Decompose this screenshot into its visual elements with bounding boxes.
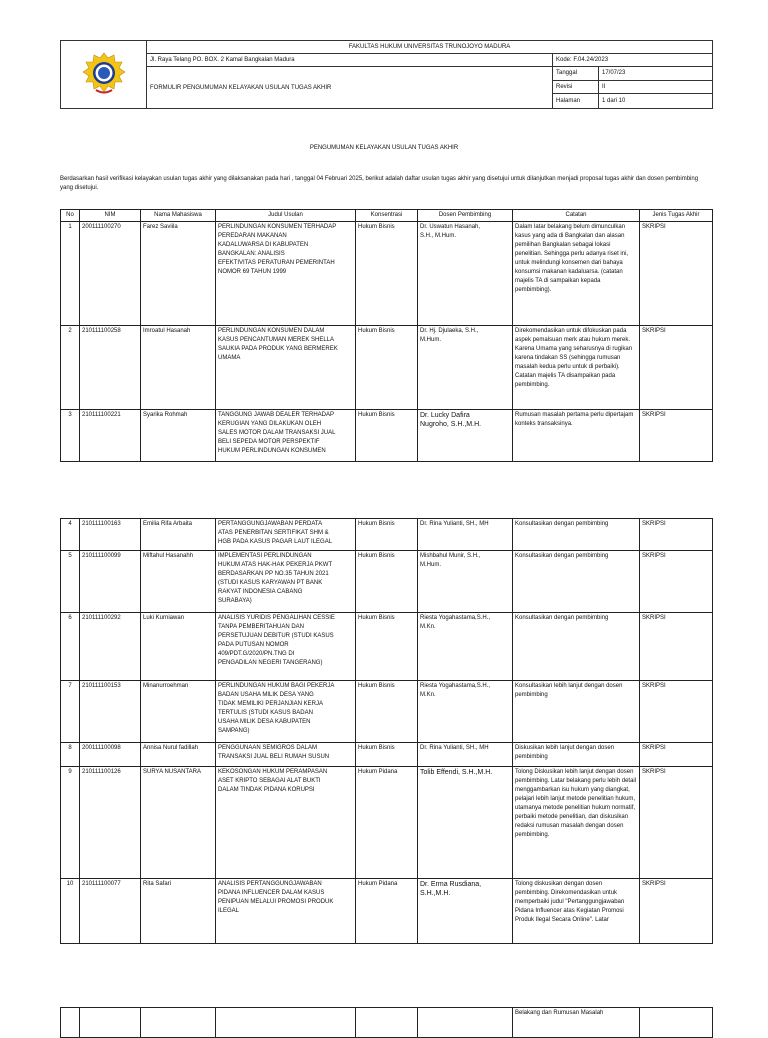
table-row: [61, 1008, 713, 1038]
cell-judul: KEKOSONGAN HUKUM PERAMPASAN ASET KRIPTO SEBAGAI ALAT BUKTI DALAM TINDAK PIDANA KORUPSI: [216, 767, 356, 879]
cell-jenis: [640, 1008, 713, 1038]
column-header: Catatan: [513, 210, 640, 222]
column-header: Konsentrasi: [356, 210, 418, 222]
results-table-part-3: [60, 1007, 713, 1038]
cell-no: 1: [61, 222, 80, 326]
cell-dosen: Dr. Rina Yulianti, SH., MH: [418, 519, 513, 551]
table-row: [61, 767, 713, 879]
cell-nama: Syarika Rohmah: [141, 410, 216, 462]
cell-dosen: Dr. Erma Rusdiana, S.H.,M.H.: [418, 879, 513, 944]
cell-jenis: SKRIPSI: [640, 767, 713, 879]
revision-value: II: [599, 80, 713, 94]
cell-jenis: SKRIPSI: [640, 410, 713, 462]
cell-nim: 200111100098: [80, 743, 141, 767]
cell-konsentrasi: Hukum Bisnis: [356, 613, 418, 681]
cell-nim: 210111100221: [80, 410, 141, 462]
cell-dosen: Dr. Hj. Djulaeka, S.H., M.Hum.: [418, 326, 513, 410]
cell-catatan: Direkomendasikan untuk difokuskan pada aspek pemalsuan merk atau hukum merek. Karena Umama yang seharusnya di rugikan karena tindakan SS (sehingga rumusan masalah kedua perlu untuk di perbaiki). Catatan majelis TA disampaikan pada pembimbing.: [513, 326, 640, 410]
cell-jenis: SKRIPSI: [640, 326, 713, 410]
table-row: [61, 410, 713, 462]
table-header-row: [61, 210, 713, 222]
cell-judul: [216, 1008, 356, 1038]
date-label: Tanggal: [553, 67, 599, 81]
announcement-intro: Berdasarkan hasil verifikasi kelayakan usulan tugas akhir yang dilaksanakan pada hari , tanggal 04 Februari 2025, berikut adalah daftar usulan tugas akhir yang disetujui untuk dilanjutkan menjadi proposal tugas akhir dan dosen pembimbing yang disetujui.: [60, 176, 699, 191]
column-header: Jenis Tugas Akhir: [640, 210, 713, 222]
cell-dosen: Dr. Lucky Dafira Nugroho, S.H.,M.H.: [418, 410, 513, 462]
cell-no: 4: [61, 519, 80, 551]
cell-nim: 210111100126: [80, 767, 141, 879]
page-label: Halaman: [553, 94, 599, 109]
cell-jenis: SKRIPSI: [640, 681, 713, 743]
cell-jenis: SKRIPSI: [640, 613, 713, 681]
column-header: Dosen Pembimbing: [418, 210, 513, 222]
cell-catatan: Konsultasikan dengan pembimbing: [513, 519, 640, 551]
cell-judul: PERLINDUNGAN KONSUMEN DALAM KASUS PENCANTUMAN MEREK SHELLA SAUKIA PADA PRODUK YANG BERMEREK UMAMA: [216, 326, 356, 410]
cell-judul: ANALISIS YURIDIS PENGALIHAN CESSIE TANPA PEMBERITAHUAN DAN PERSETUJUAN DEBITUR (STUDI KASUS PADA PUTUSAN NOMOR 409/PDT.G/2020/PN.TNG DI PENGADILAN NEGERI TANGERANG): [216, 613, 356, 681]
table-row: [61, 879, 713, 944]
announcement-title: PENGUMUMAN KELAYAKAN USULAN TUGAS AKHIR: [309, 145, 459, 151]
cell-nim: 200111100270: [80, 222, 141, 326]
cell-judul: PERLINDUNGAN HUKUM BAGI PEKERJA BADAN USAHA MILIK DESA YANG TIDAK MEMILIKI PERJANJIAN KERJA TERTULIS (STUDI KASUS BADAN USAHA MILIK DESA KABUPATEN SAMPANG): [216, 681, 356, 743]
cell-konsentrasi: Hukum Bisnis: [356, 551, 418, 613]
date-value: 17/07/23: [599, 67, 713, 81]
cell-no: 3: [61, 410, 80, 462]
results-table-part-2: [60, 518, 713, 944]
table-row: [61, 613, 713, 681]
form-code: Kode: F.04.24/2023: [553, 53, 713, 67]
column-header: NIM: [80, 210, 141, 222]
cell-judul: PERTANGGUNGJAWABAN PERDATA ATAS PENERBITAN SERTIFIKAT SHM & HGB PADA KASUS PAGAR LAUT ILEGAL: [216, 519, 356, 551]
column-header: Judul Usulan: [216, 210, 356, 222]
cell-nama: SURYA NUSANTARA: [141, 767, 216, 879]
cell-jenis: SKRIPSI: [640, 519, 713, 551]
table-row: [61, 681, 713, 743]
cell-nim: [80, 1008, 141, 1038]
cell-konsentrasi: Hukum Bisnis: [356, 743, 418, 767]
column-header: No: [61, 210, 80, 222]
cell-no: 5: [61, 551, 80, 613]
cell-jenis: SKRIPSI: [640, 222, 713, 326]
cell-dosen: Tolib Effendi, S.H.,M.H.: [418, 767, 513, 879]
cell-catatan: Belakang dan Rumusan Masalah: [513, 1008, 640, 1038]
cell-nim: 210111100163: [80, 519, 141, 551]
cell-catatan: Konsultasikan dengan pembimbing: [513, 551, 640, 613]
cell-catatan: Tolong Diskusikan lebih lanjut dengan dosen pembimbing. Latar belakang perlu lebih detail menggambarkan isu hukum yang diangkat, pelajari lebih lanjut metode penelitian hukum, utamanya metode penelitian hukum normatif, perbaiki metode penelitian, dan diskusikan redaksi rumusan masalah dengan dosen pembimbing.: [513, 767, 640, 879]
cell-no: 9: [61, 767, 80, 879]
cell-dosen: Riesta Yogahastama,S.H., M.Kn.: [418, 681, 513, 743]
cell-nim: 210111100099: [80, 551, 141, 613]
cell-nama: [141, 1008, 216, 1038]
cell-jenis: SKRIPSI: [640, 551, 713, 613]
cell-konsentrasi: Hukum Bisnis: [356, 681, 418, 743]
cell-konsentrasi: Hukum Pidana: [356, 767, 418, 879]
cell-no: 10: [61, 879, 80, 944]
cell-catatan: Diskusikan lebih lanjut dengan dosen pembimbing: [513, 743, 640, 767]
cell-no: 2: [61, 326, 80, 410]
cell-konsentrasi: Hukum Bisnis: [356, 410, 418, 462]
university-logo-icon: [82, 52, 126, 96]
cell-nama: Rita Safari: [141, 879, 216, 944]
cell-nama: Annisa Nurul fadillah: [141, 743, 216, 767]
cell-catatan: Tolong diskusikan dengan dosen pembimbing. Direkomendasikan untuk memperbaiki judul "Pertanggungjawaban Pidana Influencer atas Kegiatan Promosi Produk Ilegal Secara Online". Latar: [513, 879, 640, 944]
cell-konsentrasi: [356, 1008, 418, 1038]
cell-konsentrasi: Hukum Bisnis: [356, 326, 418, 410]
column-header: Nama Mahasiswa: [141, 210, 216, 222]
cell-konsentrasi: Hukum Pidana: [356, 879, 418, 944]
table-row: [61, 326, 713, 410]
cell-dosen: Mishbahul Munir, S.H., M.Hum.: [418, 551, 513, 613]
cell-nama: Minanurroehman: [141, 681, 216, 743]
cell-judul: ANALISIS PERTANGGUNGJAWABAN PIDANA INFLUENCER DALAM KASUS PENIPUAN MELALUI PROMOSI PRODUK ILEGAL: [216, 879, 356, 944]
cell-no: 6: [61, 613, 80, 681]
cell-dosen: Riesta Yogahastama,S.H., M.Kn.: [418, 613, 513, 681]
cell-jenis: SKRIPSI: [640, 743, 713, 767]
cell-nim: 210111100153: [80, 681, 141, 743]
cell-nama: Emilia Rifa Arbaita: [141, 519, 216, 551]
cell-jenis: SKRIPSI: [640, 879, 713, 944]
cell-konsentrasi: Hukum Bisnis: [356, 519, 418, 551]
document-header: [60, 40, 713, 109]
cell-dosen: Dr. Rina Yulianti, SH., MH: [418, 743, 513, 767]
cell-dosen: Dr. Uswatun Hasanah, S.H., M.Hum.: [418, 222, 513, 326]
cell-nim: 210111100292: [80, 613, 141, 681]
cell-dosen: [418, 1008, 513, 1038]
cell-catatan: Dalam latar belakang belum dimunculkan kasus yang ada di Bangkalan dan alasan pemilihan Bangkalan sebagai lokasi penelitian. Sehingga perlu adanya riset ini, untuk melindungi konsemen dari bahaya konsumsi makanan kadaluarsa. (catatan majelis TA di sampaikan kepada pembimbing).: [513, 222, 640, 326]
cell-konsentrasi: Hukum Bisnis: [356, 222, 418, 326]
page-value: 1 dari 10: [599, 94, 713, 109]
cell-catatan: Rumusan masalah pertama perlu dipertajam konteks transaksinya.: [513, 410, 640, 462]
faculty-name: FAKULTAS HUKUM UNIVERSITAS TRUNOJOYO MADURA: [147, 41, 713, 54]
cell-nama: Luki Kurniawan: [141, 613, 216, 681]
table-row: [61, 519, 713, 551]
address: Jl. Raya Telang PO. BOX. 2 Kamal Bangkalan Madura: [147, 53, 553, 67]
cell-nim: 210111100077: [80, 879, 141, 944]
table-row: [61, 222, 713, 326]
table-row: [61, 743, 713, 767]
cell-judul: IMPLEMENTASI PERLINDUNGAN HUKUM ATAS HAK-HAK PEKERJA PKWT BERDASARKAN PP NO.35 TAHUN 2021 (STUDI KASUS KARYAWAN PT BANK RAKYAT INDONESIA CABANG SURABAYA): [216, 551, 356, 613]
revision-label: Revisi: [553, 80, 599, 94]
table-row: [61, 551, 713, 613]
cell-judul: TANGGUNG JAWAB DEALER TERHADAP KERUGIAN YANG DILAKUKAN OLEH SALES MOTOR DALAM TRANSAKSI JUAL BELI SEPEDA MOTOR PERSPEKTIF HUKUM PERLINDUNGAN KONSUMEN: [216, 410, 356, 462]
cell-judul: PERLINDUNGAN KONSUMEN TERHADAP PEREDARAN MAKANAN KADALUWARSA DI KABUPATEN BANGKALAN: ANALISIS EFEKTIVITAS PERATURAN PEMERINTAH NOMOR 69 TAHUN 1999: [216, 222, 356, 326]
cell-catatan: Konsultasikan dengan pembimbing: [513, 613, 640, 681]
cell-no: [61, 1008, 80, 1038]
cell-judul: PENGGUNAAN SEMIGROS DALAM TRANSAKSI JUAL BELI RUMAH SUSUN: [216, 743, 356, 767]
cell-nama: Miftahul Hasanahh: [141, 551, 216, 613]
cell-no: 7: [61, 681, 80, 743]
cell-no: 8: [61, 743, 80, 767]
form-title: FORMULIR PENGUMUMAN KELAYAKAN USULAN TUGAS AKHIR: [147, 67, 553, 109]
cell-catatan: Konsultasikan lebih lanjut dengan dosen pembimbing: [513, 681, 640, 743]
cell-nama: Farez Saviila: [141, 222, 216, 326]
results-table-part-1: [60, 209, 713, 462]
cell-nama: Imroatul Hasanah: [141, 326, 216, 410]
logo-cell: [61, 41, 147, 109]
cell-nim: 210111100258: [80, 326, 141, 410]
